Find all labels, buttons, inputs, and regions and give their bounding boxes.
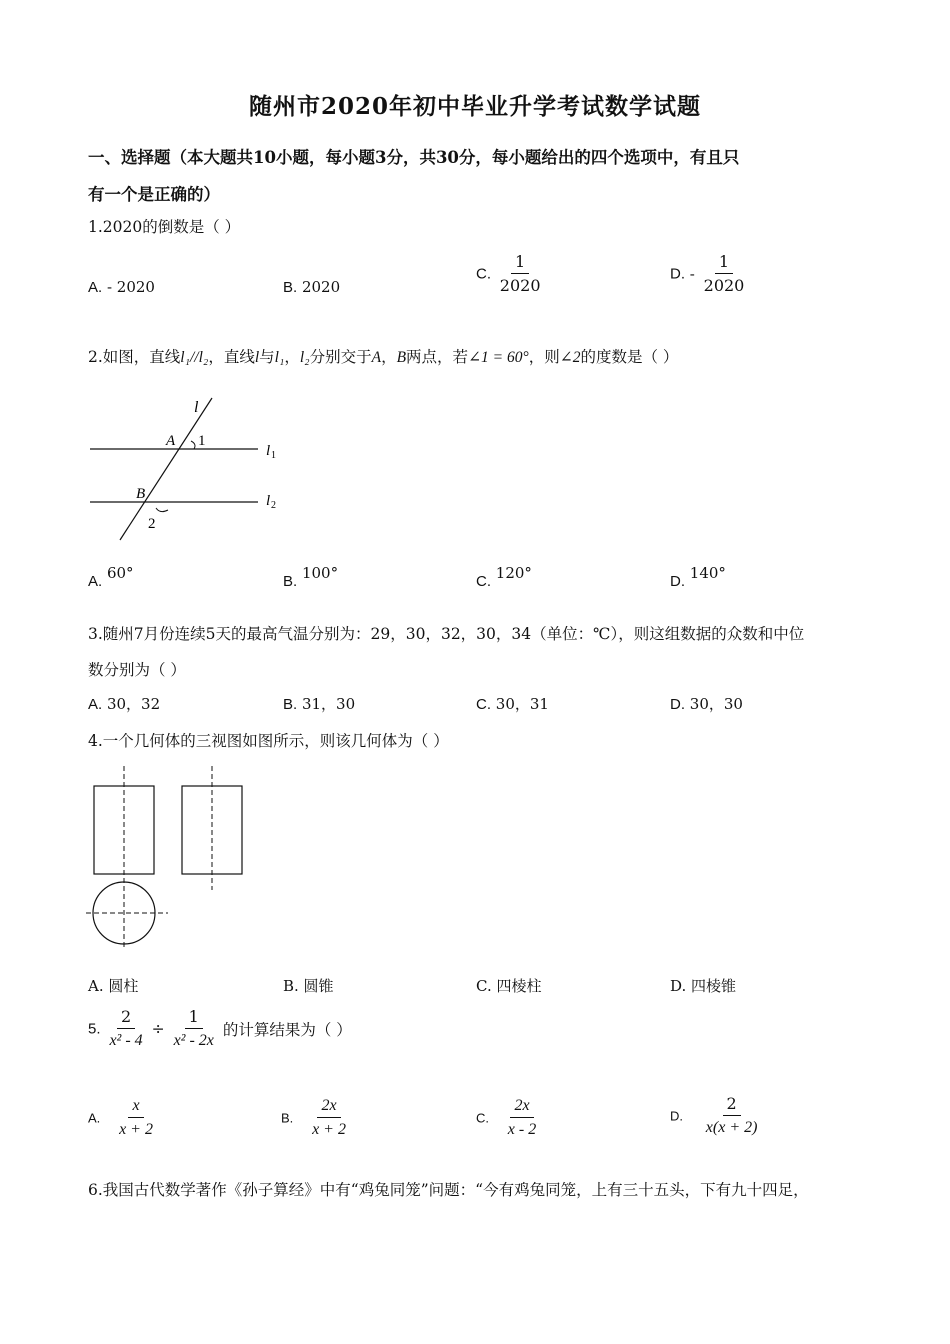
q2-suffix: 的度数是（ ） xyxy=(580,348,679,366)
q2-b-value: 100° xyxy=(301,564,339,582)
q4-option-b: B. 圆锥 xyxy=(283,977,334,995)
q3-option-d xyxy=(670,693,743,714)
q2-stem xyxy=(88,345,678,367)
q1-d-sign: - xyxy=(689,265,695,283)
q1-d-label: D. xyxy=(670,265,685,283)
q5-b-label: B. xyxy=(281,1110,294,1126)
q1-c-num: 1 xyxy=(511,253,529,274)
q2-a-label: A. xyxy=(88,573,103,590)
q2-mid1: ，直线 xyxy=(208,348,255,366)
q5-fraction-1 xyxy=(105,1008,146,1050)
label-l1: l xyxy=(266,443,271,459)
q5-option-b xyxy=(281,1097,350,1139)
q2-option-a xyxy=(88,564,134,590)
label-l1-sub: 1 xyxy=(271,450,276,461)
q1-a-value: - 2020 xyxy=(106,278,155,296)
q1-d-fraction xyxy=(700,253,749,295)
q5-c-num: 2x xyxy=(510,1097,533,1118)
q2-a-value: 60° xyxy=(106,564,134,582)
q5-f2-den: x² - 2x xyxy=(173,1032,214,1049)
q3-c-label: C. xyxy=(476,696,491,713)
q1-option-a xyxy=(88,278,155,296)
q1-option-d xyxy=(670,253,748,295)
q5-b-den: x + 2 xyxy=(312,1121,346,1138)
q2-option-d xyxy=(670,564,726,590)
q5-d-label: D. xyxy=(670,1108,683,1124)
label-a: A xyxy=(166,433,176,449)
q3-c-value: 30，31 xyxy=(495,695,549,713)
q5-prefix: 5. xyxy=(88,1020,101,1038)
q2-b-label: B. xyxy=(283,573,298,590)
q3-stem-line1: 3.随州7月份连续5天的最高气温分别为：29，30，32，30，34（单位：℃），则这组数据的众数和中位 xyxy=(88,625,805,643)
q1-option-b xyxy=(283,278,340,296)
q1-c-label: C. xyxy=(476,265,491,283)
label-1: 1 xyxy=(198,433,206,449)
q5-operator: ÷ xyxy=(151,1020,165,1038)
q1-b-label: B. xyxy=(283,279,298,296)
q4-option-a: A. 圆柱 xyxy=(88,977,139,995)
q1-d-den: 2020 xyxy=(703,276,745,295)
q6-stem: 6.我国古代数学著作《孙子算经》中有“鸡兔同笼”问题：“今有鸡兔同笼，上有三十五头，下有九十四足， xyxy=(88,1181,809,1199)
q2-prefix: 2.如图，直线 xyxy=(88,348,181,366)
q2-mid5: ，则 xyxy=(528,348,560,366)
q5-c-label: C. xyxy=(476,1110,489,1126)
label-2: 2 xyxy=(148,516,156,532)
label-l2-sub: 2 xyxy=(271,500,276,511)
q5-d-num: 2 xyxy=(723,1095,741,1116)
q5-f1-num: 2 xyxy=(117,1008,135,1029)
q1-stem: 1.2020的倒数是（ ） xyxy=(88,218,241,236)
q5-d-fraction xyxy=(702,1095,762,1137)
angle-2-arc xyxy=(156,508,168,512)
q3-option-a xyxy=(88,693,160,714)
q5-c-fraction xyxy=(504,1097,540,1139)
q5-a-label: A. xyxy=(88,1110,101,1126)
q4-three-view-figure xyxy=(80,762,260,952)
q2-option-b xyxy=(283,564,339,590)
q3-d-value: 30，30 xyxy=(689,695,743,713)
q2-d-value: 140° xyxy=(689,564,726,582)
line-l xyxy=(120,398,212,540)
q4-stem: 4.一个几何体的三视图如图所示，则该几何体为（ ） xyxy=(88,732,449,750)
section-heading-line2: 有一个是正确的） xyxy=(88,185,220,204)
q5-b-fraction xyxy=(308,1097,350,1139)
q5-c-den: x - 2 xyxy=(507,1121,537,1138)
q2-mid3: 分别交于 xyxy=(309,348,372,366)
q3-option-c xyxy=(476,693,549,714)
q2-mid2: 与 xyxy=(259,348,275,366)
q3-option-b xyxy=(283,693,355,714)
q2-point-b: B xyxy=(396,349,407,366)
q1-a-label: A. xyxy=(88,279,103,296)
q5-option-d xyxy=(670,1095,761,1137)
q3-a-value: 30，32 xyxy=(106,695,161,713)
q5-suffix: 的计算结果为（ ） xyxy=(222,1021,352,1039)
q2-option-c xyxy=(476,564,532,590)
q5-f2-num: 1 xyxy=(185,1008,203,1029)
q5-option-c xyxy=(476,1097,540,1139)
q5-f1-den: x² - 4 xyxy=(109,1032,143,1049)
section-heading-line1: 一、选择题（本大题共10小题，每小题3分，共30分，每小题给出的四个选项中，有且只 xyxy=(88,148,740,167)
label-l: l xyxy=(194,399,199,416)
q5-fraction-2 xyxy=(170,1008,218,1050)
q1-d-num: 1 xyxy=(715,253,733,274)
q5-a-den: x + 2 xyxy=(119,1121,153,1138)
q3-b-value: 31，30 xyxy=(301,695,356,713)
q5-option-a xyxy=(88,1097,157,1139)
q3-a-label: A. xyxy=(88,696,103,713)
q4-option-c: C. 四棱柱 xyxy=(476,977,542,995)
q2-line-l: l xyxy=(254,349,260,366)
q5-a-num: x xyxy=(128,1097,143,1118)
angle-1-arc xyxy=(191,441,195,449)
q2-d-label: D. xyxy=(670,573,685,590)
q2-point-a: A xyxy=(371,349,382,366)
q3-b-label: B. xyxy=(283,696,298,713)
q2-c-label: C. xyxy=(476,573,491,590)
q5-a-fraction xyxy=(115,1097,157,1139)
q2-line-l2: l₂ xyxy=(299,349,310,366)
q2-angle1: ∠1 = 60° xyxy=(468,349,529,366)
q3-d-label: D. xyxy=(670,696,685,713)
q1-option-c xyxy=(476,253,545,295)
q2-c-value: 120° xyxy=(495,564,532,582)
q2-figure xyxy=(80,392,300,547)
q5-stem xyxy=(88,1008,352,1050)
label-l2: l xyxy=(266,493,271,509)
label-b: B xyxy=(136,486,146,502)
q5-d-den: x(x + 2) xyxy=(705,1119,758,1136)
q5-b-num: 2x xyxy=(317,1097,340,1118)
q4-option-d: D. 四棱锥 xyxy=(670,977,737,995)
q2-angle2: ∠2 xyxy=(559,349,581,366)
q2-parallel: l₁//l₂ xyxy=(180,349,209,366)
q2-line-l1: l₁ xyxy=(274,349,285,366)
q2-mid4: 两点，若 xyxy=(406,348,469,366)
q1-c-fraction xyxy=(496,253,545,295)
q1-b-value: 2020 xyxy=(301,278,341,296)
q3-stem-line2: 数分别为（ ） xyxy=(88,661,186,679)
page-title: 随州市2020年初中毕业升学考试数学试题 xyxy=(248,93,701,120)
q1-c-den: 2020 xyxy=(499,276,541,295)
q2-comma2: ， xyxy=(381,348,397,366)
q2-comma: ， xyxy=(284,348,300,366)
